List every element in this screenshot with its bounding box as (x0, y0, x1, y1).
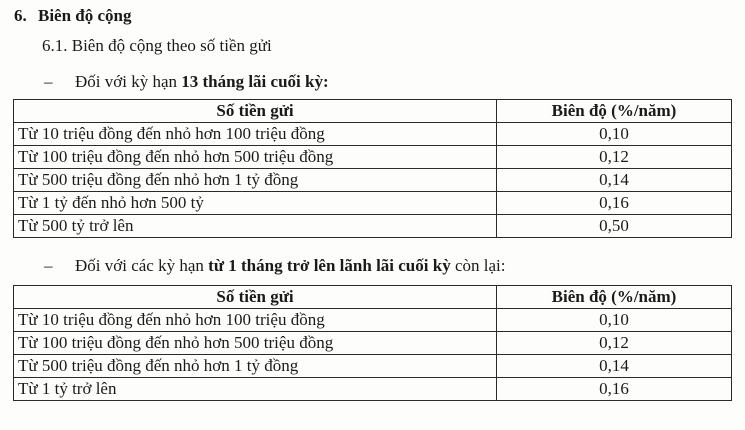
header-margin-rate: Biên độ (%/năm) (497, 286, 732, 309)
deposit-amount-cell: Từ 1 tỷ đến nhỏ hơn 500 tỷ (14, 192, 497, 215)
deposit-amount-cell: Từ 10 triệu đồng đến nhỏ hơn 100 triệu đồng (14, 309, 497, 332)
margin-rate-cell: 0,10 (497, 123, 732, 146)
table-header-row (14, 100, 732, 123)
table-row (14, 192, 732, 215)
bullet-dash: – (44, 72, 53, 91)
deposit-amount-cell: Từ 1 tỷ trở lên (14, 378, 497, 401)
table-row (14, 332, 732, 355)
margin-rate-cell: 0,16 (497, 192, 732, 215)
margin-rate-cell: 0,10 (497, 309, 732, 332)
margin-rate-cell: 0,16 (497, 378, 732, 401)
deposit-amount-cell: Từ 500 triệu đồng đến nhỏ hơn 1 tỷ đồng (14, 355, 497, 378)
deposit-amount-cell: Từ 500 triệu đồng đến nhỏ hơn 1 tỷ đồng (14, 169, 497, 192)
margin-rate-cell: 0,14 (497, 355, 732, 378)
bullet-term-13-months (44, 72, 329, 92)
table-header-row (14, 286, 732, 309)
bullet-other-terms (44, 256, 505, 276)
section-number: 6. (14, 6, 27, 25)
header-deposit-amount: Số tiền gửi (14, 100, 497, 123)
table-row (14, 355, 732, 378)
table-row (14, 378, 732, 401)
section-heading (14, 6, 132, 26)
subsection-heading: 6.1. Biên độ cộng theo số tiền gửi (42, 36, 272, 55)
table-row (14, 123, 732, 146)
deposit-amount-cell: Từ 10 triệu đồng đến nhỏ hơn 100 triệu đồng (14, 123, 497, 146)
bullet-prefix: Đối với các kỳ hạn (75, 256, 209, 275)
margin-rate-cell: 0,50 (497, 215, 732, 238)
rate-table-13-months (13, 99, 732, 238)
bullet-bold-text: 13 tháng lãi cuối kỳ: (181, 72, 329, 91)
rate-table-other-terms (13, 285, 732, 401)
header-deposit-amount: Số tiền gửi (14, 286, 497, 309)
table-row (14, 169, 732, 192)
bullet-dash: – (44, 256, 53, 275)
bullet-prefix: Đối với kỳ hạn (75, 72, 182, 91)
margin-rate-cell: 0,12 (497, 332, 732, 355)
table-row (14, 215, 732, 238)
bullet-bold-text: từ 1 tháng trở lên lãnh lãi cuối kỳ (208, 256, 451, 275)
deposit-amount-cell: Từ 100 triệu đồng đến nhỏ hơn 500 triệu đồng (14, 332, 497, 355)
margin-rate-cell: 0,12 (497, 146, 732, 169)
section-title: Biên độ cộng (38, 6, 132, 25)
table-row (14, 146, 732, 169)
table-row (14, 309, 732, 332)
margin-rate-cell: 0,14 (497, 169, 732, 192)
deposit-amount-cell: Từ 500 tỷ trở lên (14, 215, 497, 238)
header-margin-rate: Biên độ (%/năm) (497, 100, 732, 123)
deposit-amount-cell: Từ 100 triệu đồng đến nhỏ hơn 500 triệu đồng (14, 146, 497, 169)
bullet-suffix: còn lại: (450, 256, 506, 275)
